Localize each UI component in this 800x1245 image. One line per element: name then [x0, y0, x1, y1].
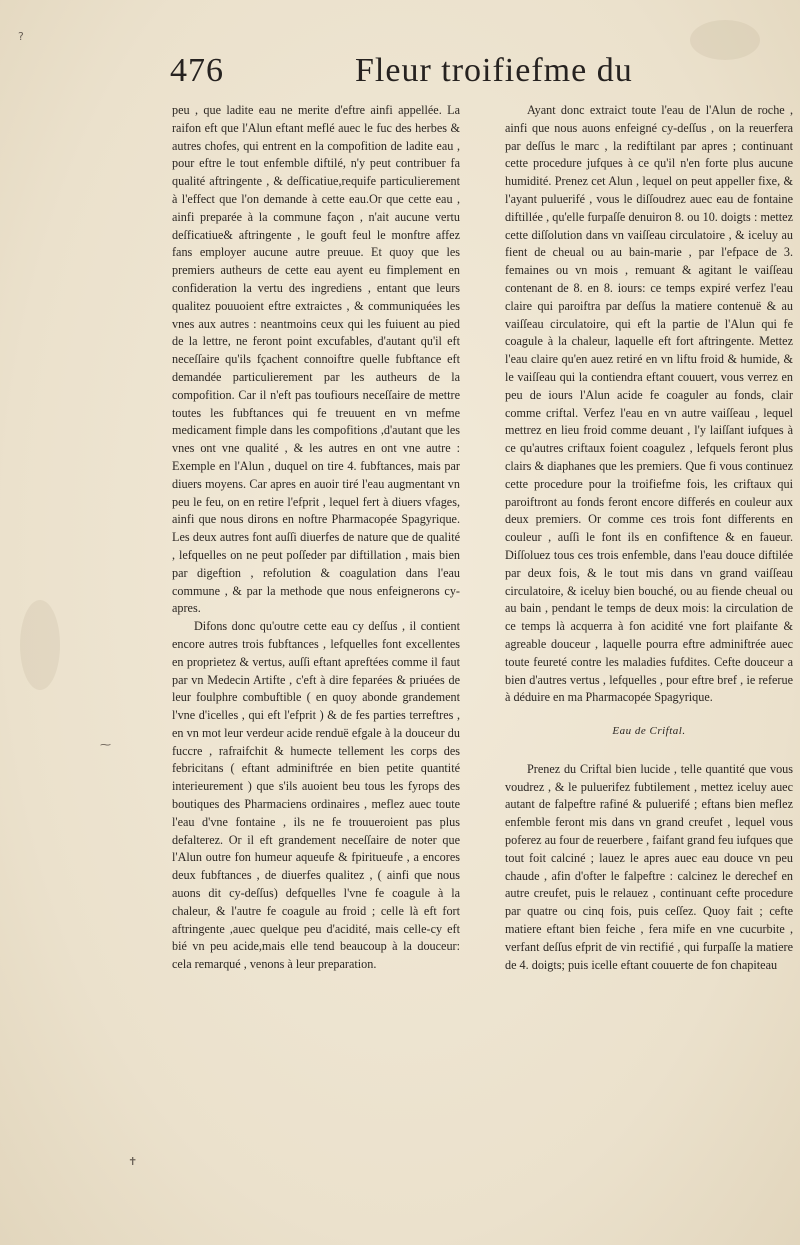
running-title: Fleur troifiefme du [355, 52, 633, 89]
right-column [505, 102, 793, 974]
margin-mark: ? [18, 30, 24, 43]
paragraph: Difons donc qu'outre cette eau cy deſſus , il contient encore autres trois fubftances , lefquelles font excellentes en proprietez & vertus, auſſi eftant apreftées comme il faut par vn Medecin Artifte , c'eft à dire feparées & priuées de leur foulphre combuftible ( en quoy abonde grandement l'vne d'icelles , qui eft l'efprit ) & de fes parties terreftres , en vn mot leur verdeur acide renduë efgale à la douceur du fuccre , rafraifchit & humecte tellement les corps des febricitans ( eftant adminiftrée en bien petite quantité interieurement ) que s'ils auoient beu tous les fyrops des boutiques des Pharmaciens ordinaires , meflez auec toute l'eau d'vne fontaine , ils ne fe trouueroient pas plus defalterez. Or il eft grandement neceſſaire de noter que l'Alun outre fon humeur aqueufe & fpiritueufe , a encores deux fubftances , de diuerfes qualitez , ( ainfi que nous auons dit cy-deſſus) defquelles l'vne fe coagule à la chaleur, & l'autre fe coagule au froid ; celle là eft fort aftringente ,auec quelque peu d'acidité, mais celle-cy eft bié vn peu acide,mais elle tend beaucoup à la douceur: cela remarqué , venons à leur preparation. [172, 619, 460, 972]
page-number: 476 [170, 52, 224, 89]
paper-stain [20, 600, 60, 690]
section-heading: Eau de Criftal. [612, 725, 686, 738]
left-column [172, 102, 460, 974]
margin-mark: ✝ [128, 1155, 138, 1168]
paragraph: Ayant donc extraict toute l'eau de l'Alun de roche , ainfi que nous auons enfeigné cy-deſſus , on la reuerfera par deſſus le marc , la rediftilant par apres ; continuant cette procedure jufques à ce qu'il n'en forte plus aucune humidité. Prenez cet Alun , lequel on peut appeller fixe, & l'ayant puluerifé , vous le diſſoudrez auec eau de fontaine diftillée , qu'elle furpaſſe denuiron 8. ou 10. doigts : mettez cette diſſolution dans vn vaiſſeau circulatoire , & iceluy au fient de cheual ou au bain-marie , par l'efpace de 3. femaines ou vn mois , remuant & agitant le vaiſſeau contenant de 8. en 8. iours: ce temps expiré verfez l'eau claire qui paroiftra par deſſus la matiere contenuë & au vaiſſeau circulatoire, qui eft la partie de l'Alun qui fe coagule à la chaleur, laquelle eft fort aftringente. Mettez l'eau claire qu'en auez retiré en vn liftu froid & humide, & le vaiſſeau qui la contiendra eftant couuert, vous verrez en peu de iours l'Alun acide fe coaguler au fonds, clair comme criftal. Verfez l'eau en vn autre vaiſſeau , lequel mettrez en lieu froid comme deuant , l'y laiſſant iufques à ce qu'autres criftaux foient coagulez , lefquels feront plus clairs & diaphanes que les premiers. Que fi vous continuez cette procedure pour la troifiefme fois, les criftaux qui paroiftront au fonds feront encore differés en couleur aux deux premiers. Or comme ces trois font differents en couleur , auſſi le font ils en confiftence & en faueur. Diſſoluez tous ces trois enfemble, dans l'eau douce diftilée par deux fois, & le tout mis dans vn grand vaiſſeau circulatoire, & iceluy bien bouché, ou au fiende cheual ou au bain , pendant le temps de deux mois: la circulation de ce temps là acquerra à fon acidité vne fort plaifante & agreable douceur , laquelle pourra eftre adminiftrée auec toute feureté contre les maladies fufdites. Cefte douceur a bien d'autres vertus , lefquelles , pour eftre bref , ie referue à déduire en ma Pharmacopée Spagyrique. [505, 103, 793, 705]
page-header [170, 52, 750, 98]
paragraph: peu , que ladite eau ne merite d'eftre ainfi appellée. La raifon eft que l'Alun eftant meflé auec le fuc des herbes & autres chofes, qui entrent en la compofition de ladite eau , pour eftre le tout enfemble diftilé, n'y peut contribuer fa qualité aftringente , & deſficatiue,requife particulierement à l'effect que l'on demande à cette eau.Or que cette eau , ainfi preparée à la commune façon , n'ait aucune vertu deſficatiue& aftringente , le gouft feul le monftre affez fans employer aucune autre preuue. Et quoy que les premiers autheurs de cette eau ayent eu fimplement en confideration la vertu des ingrediens , entant que leurs qualitez pouuoient eftre extraictes , & communiquées les vnes aux autres : neantmoins ceux qui les fuiuent au pied de la lettre, ne feront point excufables, d'autant qu'il eft neceſſaire qu'ils fçachent connoiftre quelle fubftance eft demandée particulierement par les autheurs de la compofition. Car il n'eft pas toufiours neceſſaire de mettre toutes les fubftances qui fe treuuent en vn mefme medicament fimple dans les compofitions ,d'autant que les vnes ont vne qualité , & les autres en ont vne autre : Exemple en l'Alun , duquel on tire 4. fubftances, mais par diuers moyens. Car apres en auoir tiré l'eau augmentant vn peu le feu, on en retire l'efprit , lequel fert à diuers vfages, ainfi que nous dirons en noftre Pharmacopée Spagyrique. Les deux autres font auſſi diuerfes de nature que de qualité , lefquelles on ne peut poſſeder par diftillation , mais bien par digeftion , refolution & coagulation dans l'eau commune , & par la methode que nous enfeignerons cy-apres. [172, 103, 460, 616]
margin-mark: ⁓ [100, 738, 111, 751]
paragraph: Prenez du Criftal bien lucide , telle quantité que vous voudrez , & le puluerifez fubtilement , mettez iceluy auec autant de falpeftre rafiné & puluerifé ; eftans bien meflez enfemble feront mis dans vn grand creufet , lequel vous poferez au four de reuerbere , faifant grand feu iufques que tout foit calciné ; lauez le apres auec eau douce vn peu chaude , afin d'ofter le falpeftre : calcinez le derechef en autre creufet, puis le relauez , continuant cefte procedure par quatre ou cinq fois, puis ceſſez. Quoy fait ; cefte matiere eftant bien feiche , fera mife en vne cucurbite , verfant deſſus efprit de vin rectifié , qui furpaſſe la matiere de 4. doigts; puis icelle eftant couuerte de fon chapiteau [505, 761, 793, 972]
